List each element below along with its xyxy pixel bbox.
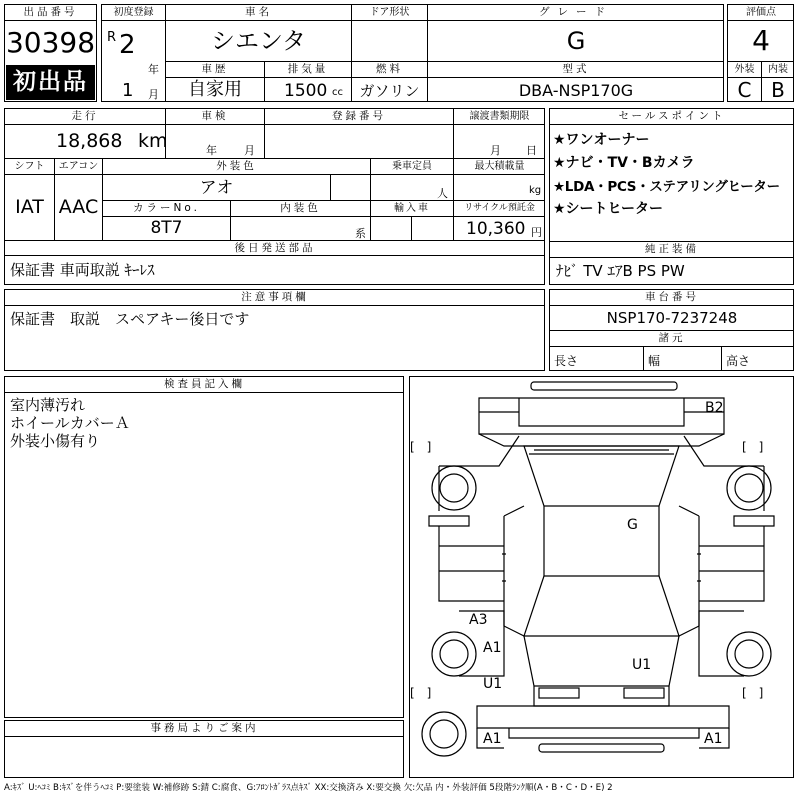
dims-height: 高さ <box>726 354 751 368</box>
inspector-line-3: 外装小傷有り <box>10 432 101 450</box>
first-reg-era: R <box>107 30 117 45</box>
mileage-label: 走行 <box>71 110 99 122</box>
int-color-label: 内装色 <box>280 202 321 214</box>
car-diagram <box>409 376 794 778</box>
dims-label: 諸元 <box>658 332 686 344</box>
ext-color-label: 外装色 <box>216 160 257 172</box>
inspection-label: 車検 <box>201 110 229 122</box>
mileage-value: 18,868 <box>56 130 123 152</box>
aircon-value: AAC <box>58 196 99 218</box>
chassis-value: NSP170-7237248 <box>606 309 738 327</box>
grade-label: グレード <box>539 6 613 18</box>
import-label: 輸入車 <box>394 203 430 214</box>
int-color-unit: 系 <box>355 227 366 240</box>
mark-g: G <box>627 517 638 533</box>
model-label: 型式 <box>562 63 590 75</box>
displacement-value: 1500 <box>284 81 328 101</box>
ext-color-value: アオ <box>199 178 234 198</box>
bracket-bottom-right: [ ] <box>742 686 764 700</box>
bracket-top-left: [ ] <box>410 440 432 454</box>
history-value: 自家用 <box>188 79 242 100</box>
sales-point-3: ★LDA・PCS・ステアリングヒーター <box>553 179 780 195</box>
first-listing-badge: 初出品 <box>6 65 95 100</box>
sales-point-2: ★ナビ・TV・Bカメラ <box>553 155 695 171</box>
displacement-unit: cc <box>332 87 343 98</box>
recycle-label: リサイクル預託金 <box>464 203 535 213</box>
shift-value: IAT <box>15 196 44 218</box>
inspection-year-unit: 年 <box>206 144 217 157</box>
bracket-top-right: [ ] <box>742 440 764 454</box>
sales-point-4: ★シートヒーター <box>553 201 663 217</box>
chassis-label: 車台番号 <box>645 291 699 303</box>
inspector-line-2: ホイールカバーＡ <box>10 414 130 432</box>
first-reg-label: 初度登録 <box>113 7 154 18</box>
car-name-value: シエンタ <box>210 27 307 55</box>
history-label: 車歴 <box>201 63 229 75</box>
plate-label: 登録番号 <box>332 110 386 122</box>
shift-label: シフト <box>14 161 45 172</box>
legend: A:ｷｽﾞ U:ﾍｺﾐ B:ｷｽﾞを伴うﾍｺﾐ P:要塗装 W:補修跡 S:錆 C:腐食、G:ﾌﾛﾝﾄｶﾞﾗｽ点ｷｽﾞ XX:交換済み X:要交換 欠:欠品 内・外装評価 5段階ﾗﾝｸ順(A・B・C・D・E) 2 <box>4 783 613 793</box>
transfer-label: 譲渡書類期限 <box>469 111 530 122</box>
mark-u1-center: U1 <box>632 657 652 673</box>
displacement-label: 排気量 <box>287 63 329 75</box>
car-name-label: 車名 <box>245 6 272 18</box>
lot-label: 出品番号 <box>5 5 96 21</box>
mark-a1-bottom-right: A1 <box>704 731 723 747</box>
capacity-label: 乗車定員 <box>392 161 432 172</box>
sales-point-1: ★ワンオーナー <box>553 132 650 148</box>
bracket-bottom-left: [ ] <box>410 686 432 700</box>
transfer-month-unit: 月 <box>490 144 501 157</box>
mark-a1-bottom-left: A1 <box>483 731 502 747</box>
lot-number: 30398 <box>5 26 96 59</box>
dims-width: 幅 <box>648 354 661 368</box>
first-reg-month: 1 <box>122 80 134 101</box>
notes-label: 注意事項欄 <box>241 291 309 303</box>
mark-u1-left: U1 <box>483 676 503 692</box>
color-no-value: 8T7 <box>150 218 183 238</box>
mileage-unit: km <box>138 130 168 152</box>
mark-a3: A3 <box>469 612 488 628</box>
equipment-label: 純正装備 <box>645 243 699 255</box>
ext-score-value: C <box>737 78 752 102</box>
later-parts-label: 後日発送部品 <box>234 242 316 254</box>
mark-a1-left: A1 <box>483 640 502 656</box>
load-label: 最大積載量 <box>474 161 525 172</box>
fuel-value: ガソリン <box>359 82 420 100</box>
load-unit: kg <box>529 185 542 196</box>
recycle-value: 10,360 <box>466 219 526 239</box>
inspection-month-unit: 月 <box>244 144 255 157</box>
first-reg-year: 2 <box>119 30 136 60</box>
first-reg-year-unit: 年 <box>148 63 159 76</box>
score-label: 評価点 <box>746 7 776 18</box>
equipment-value: ﾅﾋﾞ TV ｴｱB PS PW <box>556 262 685 280</box>
color-no-label: カラーNo. <box>133 202 200 214</box>
office-label: 事務局よりご案内 <box>150 722 259 734</box>
capacity-unit: 人 <box>437 187 448 200</box>
grade-value: G <box>566 27 586 55</box>
score-value: 4 <box>752 24 770 57</box>
aircon-label: エアコン <box>58 161 99 172</box>
recycle-unit: 円 <box>531 226 542 239</box>
fuel-label: 燃料 <box>376 63 403 75</box>
dims-length: 長さ <box>554 354 579 368</box>
inspector-line-1: 室内薄汚れ <box>10 396 86 414</box>
mark-b2: B2 <box>705 400 724 416</box>
door-label: ドア形状 <box>369 7 410 18</box>
notes-value: 保証書 取説 スペアキー後日です <box>10 310 250 328</box>
ext-score-label: 外装 <box>734 64 755 75</box>
later-parts-value: 保証書 車両取説 ｷｰﾚｽ <box>10 261 155 279</box>
first-reg-month-unit: 月 <box>148 88 159 101</box>
sales-points-label: セールスポイント <box>618 110 726 122</box>
inspector-label: 検査員記入欄 <box>164 378 245 390</box>
model-value: DBA-NSP170G <box>518 81 634 100</box>
int-score-value: B <box>771 78 785 102</box>
transfer-day-unit: 日 <box>526 144 537 157</box>
int-score-label: 内装 <box>768 64 788 75</box>
